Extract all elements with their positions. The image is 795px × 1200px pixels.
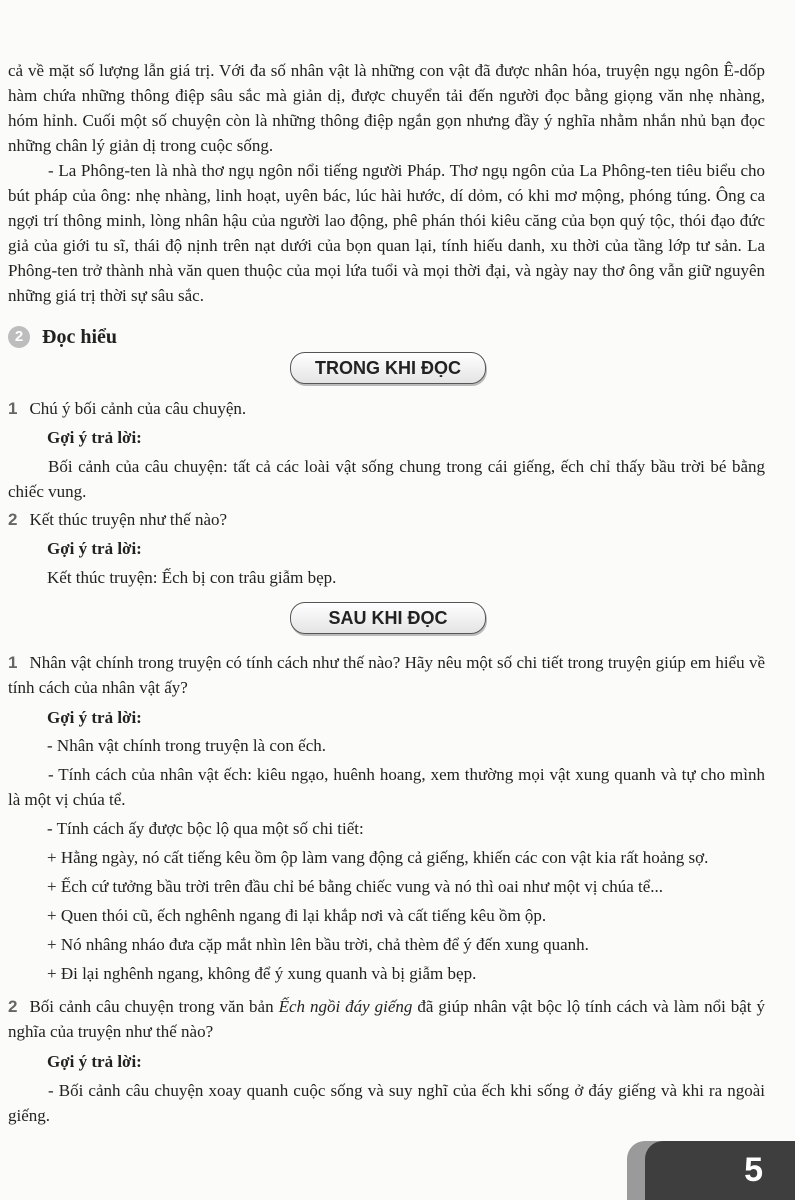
section-number-badge: 2 — [8, 326, 30, 348]
story-title: Ếch ngồi đáy giếng — [278, 997, 413, 1016]
question-number: 1 — [8, 653, 18, 672]
question-text-pre: Bối cảnh câu chuyện trong văn bản — [29, 997, 279, 1016]
during-answer-2: Kết thúc truyện: Ếch bị con trâu giẫm bẹp. — [47, 568, 337, 587]
intro-paragraph-1: cả về mặt số lượng lẫn giá trị. Với đa số nhân vật là những con vật đã được nhân hóa, truyện ngụ ngôn Ê-dốp hàm chứa những thông điệp sâu sắc mà giản dị, được chuyển tải đến người đọc bằng giọng văn nhẹ nhàng, hóm hỉnh. Cuối một số chuyện còn là những thông điệp ngắn gọn nhưng đầy ý nghĩa nhằm nhắn nhủ bạn đọc những chân lý giản dị trong cuộc sống. — [8, 61, 765, 155]
during-answer-1: Bối cảnh của câu chuyện: tất cả các loài vật sống chung trong cái giếng, ếch chỉ thấy bầu trời bé bằng chiếc vung. — [8, 457, 765, 501]
during-question-2 — [8, 507, 795, 532]
after-question-2 — [8, 994, 765, 1044]
intro-paragraph-2: - La Phông-ten là nhà thơ ngụ ngôn nổi tiếng người Pháp. Thơ ngụ ngôn của La Phông-ten tiêu biểu cho bút pháp của ông: nhẹ nhàng, linh hoạt, uyên bác, lúc hài hước, dí dỏm, có khi mơ mộng, phóng túng. Ông ca ngợi trí thông minh, lòng nhân hậu của người lao động, phê phán thói kiêu căng của bọn quý tộc, thói đạo đức giả của giới tu sĩ, thái độ nịnh trên nạt dưới của bọn quan lại, tính hiếu danh, xu thời của tầng lớp tư sản. La Phông-ten trở thành nhà văn quen thuộc của mọi lứa tuổi và mọi thời đại, và ngày nay thơ ông vẫn giữ nguyên những giá trị thời sự sâu sắc. — [8, 161, 765, 305]
answer-line: - Tính cách của nhân vật ếch: kiêu ngạo, huênh hoang, xem thường mọi vật xung quanh và tự cho mình là một vị chúa tể. — [8, 765, 765, 809]
hint-label: Gợi ý trả lời: — [47, 428, 142, 447]
answer-line: + Đi lại nghênh ngang, không để ý xung quanh và bị giẫm bẹp. — [47, 964, 477, 983]
banner-during-reading: TRONG KHI ĐỌC — [290, 352, 486, 384]
hint-label: Gợi ý trả lời: — [47, 708, 142, 727]
answer-line: + Nó nhâng nháo đưa cặp mắt nhìn lên bầu trời, chả thèm để ý đến xung quanh. — [47, 935, 589, 954]
hint-label: Gợi ý trả lời: — [47, 539, 142, 558]
during-question-1 — [8, 396, 795, 421]
question-text: Nhân vật chính trong truyện có tính cách như thế nào? Hãy nêu một số chi tiết trong truyện giúp em hiểu về tính cách của nhân vật ấy? — [8, 653, 765, 697]
section-heading — [8, 322, 117, 352]
answer-line: + Quen thói cũ, ếch nghênh ngang đi lại khắp nơi và cất tiếng kêu ồm ộp. — [47, 906, 547, 925]
question-text: Kết thúc truyện như thế nào? — [29, 510, 228, 529]
hint-label: Gợi ý trả lời: — [47, 1052, 142, 1071]
question-text: Chú ý bối cảnh của câu chuyện. — [29, 399, 247, 418]
question-number: 2 — [8, 510, 18, 529]
answer-line: + Hằng ngày, nó cất tiếng kêu ồm ộp làm vang động cả giếng, khiến các con vật kia rất hoảng sợ. — [47, 848, 709, 867]
section-title: Đọc hiểu — [42, 326, 117, 348]
page-number: 5 — [645, 1141, 795, 1200]
answer-line: - Nhân vật chính trong truyện là con ếch. — [47, 736, 326, 755]
answer-line: + Ếch cứ tưởng bầu trời trên đầu chỉ bé bằng chiếc vung và nó thì oai như một vị chúa tể... — [47, 877, 664, 896]
answer-line: - Tính cách ấy được bộc lộ qua một số chi tiết: — [47, 819, 364, 838]
question-number: 1 — [8, 399, 18, 418]
after-answer-2: - Bối cảnh câu chuyện xoay quanh cuộc sống và suy nghĩ của ếch khi sống ở đáy giếng và khi ra ngoài giếng. — [8, 1081, 765, 1125]
question-text-post: đã giúp nhân vật bộc lộ tính cách và làm nổi bật ý nghĩa của truyện như thế nào? — [8, 997, 765, 1041]
after-question-1 — [8, 650, 765, 700]
question-number: 2 — [8, 997, 18, 1016]
banner-after-reading: SAU KHI ĐỌC — [290, 602, 486, 634]
